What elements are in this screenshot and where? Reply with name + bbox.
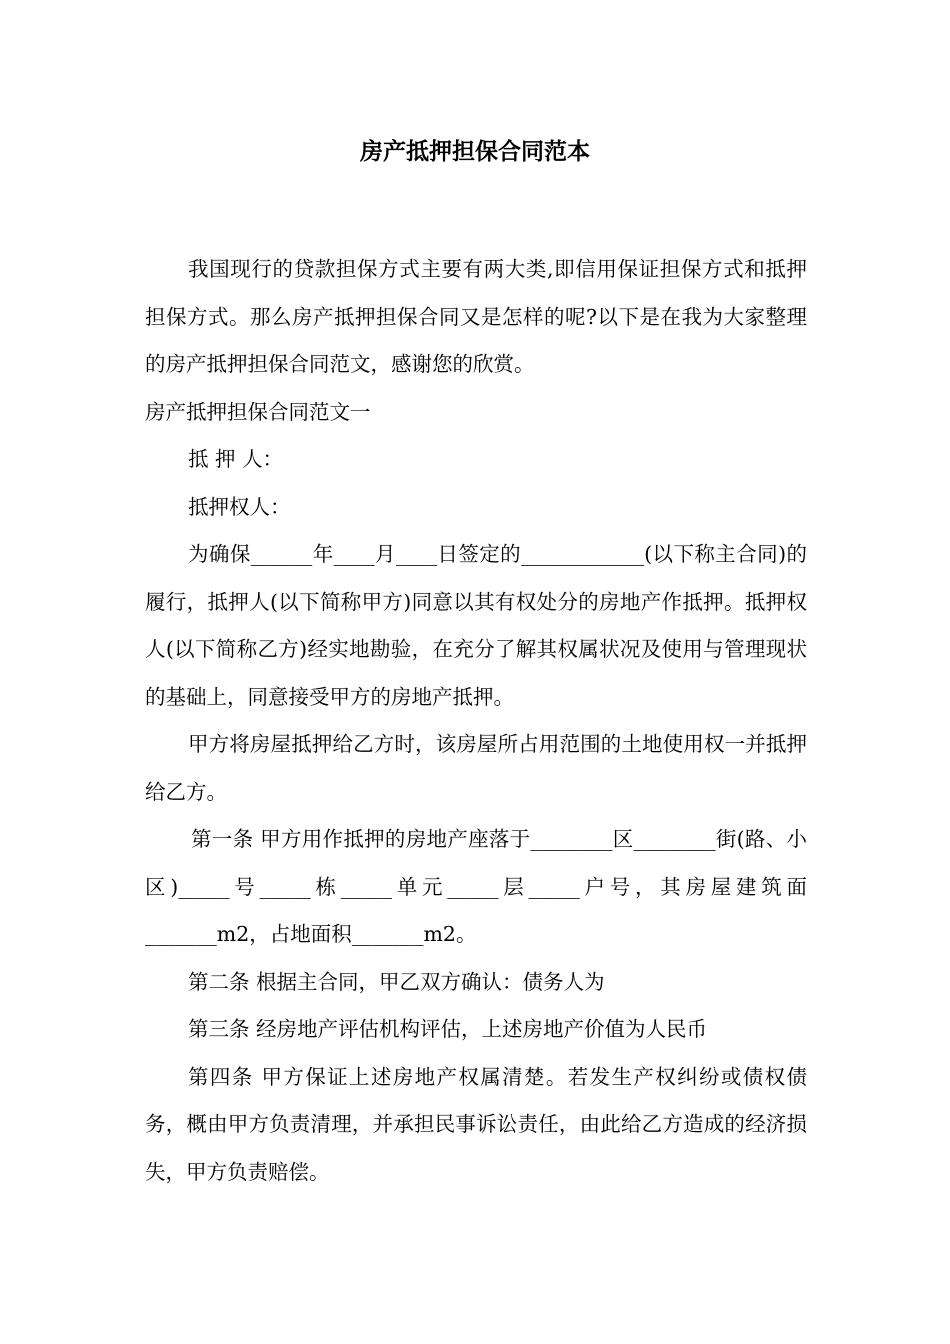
article-2: 第二条 根据主合同，甲乙双方确认：债务人为 [188,969,605,994]
mortgagee-line: 抵押权人： [188,494,291,519]
article-4: 第四条 甲方保证上述房地产权属清楚。若发生产权纠纷或债权债务，概由甲方负责清理，并承担民事诉讼责任，由此给乙方造成的经济损失，甲方负责赔偿。 [145,1064,807,1184]
section-heading: 房产抵押担保合同范文一 [145,399,371,424]
intro-paragraph: 我国现行的贷款担保方式主要有两大类,即信用保证担保方式和抵押担保方式。那么房产抵押担保合同又是怎样的呢?以下是在我为大家整理的房产抵押担保合同范文，感谢您的欣赏。 [145,257,807,376]
document-body [145,246,807,1196]
land-use-paragraph: 甲方将房屋抵押给乙方时，该房屋所占用范围的土地使用权一并抵押给乙方。 [145,732,807,804]
document-title: 房产抵押担保合同范本 [360,139,590,165]
article-1: 第一条 甲方用作抵押的房地产座落于________区________街(路、小区)_____号_____栋_____单元_____层_____户号，其房屋建筑面_______m2，占地面积_______m2。 [145,827,807,946]
mortgagor-line: 抵 押 人： [188,447,284,471]
preamble-paragraph: 为确保______年____月____日签定的____________(以下称主合同)的履行，抵押人(以下简称甲方)同意以其有权处分的房地产作抵押。抵押权人(以下简称乙方)经实地勘验，在充分了解其权属状况及使用与管理现状的基础上，同意接受甲方的房地产抵押。 [145,542,807,709]
article-3: 第三条 经房地产评估机构评估，上述房地产价值为人民币 [188,1017,708,1041]
